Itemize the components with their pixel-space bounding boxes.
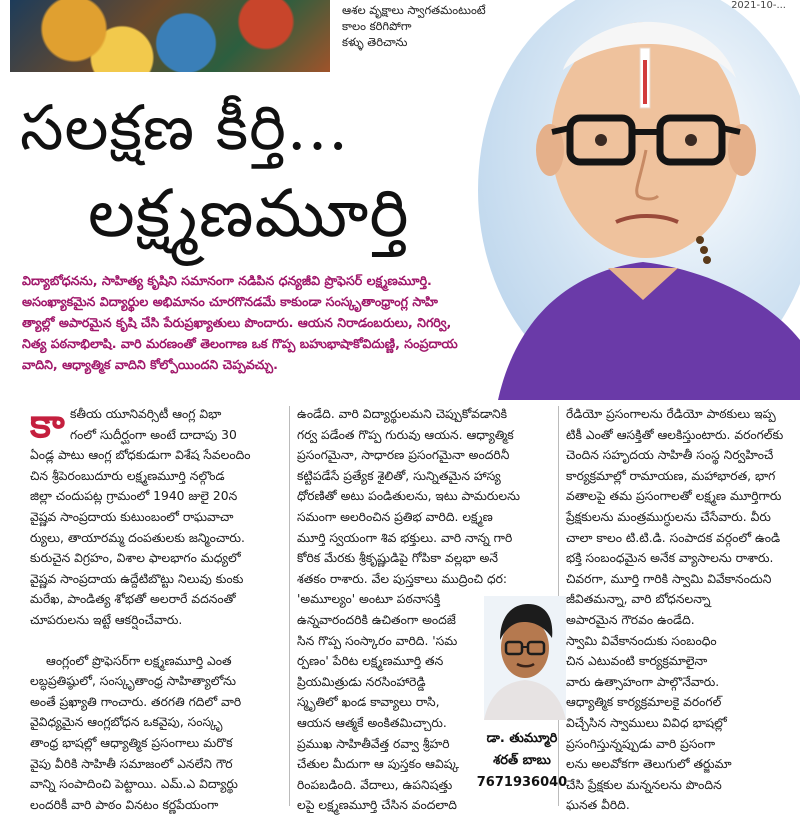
text-line: ఆయన ఆత్మకే అంకితమిచ్చారు. [297, 715, 447, 730]
article-column-3 [566, 404, 796, 816]
text-line: చెందిన సహృదయ సాహితీ సంస్థ నిర్వహించే [566, 448, 774, 463]
text-line: వైవిధ్యమైన ఆంగ్లబోధన ఒకవైపు, సంస్కృ [30, 715, 223, 730]
text-line: సమంగా అలరించిన ప్రతిభ వారిది. లక్ష్మణ [297, 509, 493, 524]
poem-line: కాలం కరిగిపోగా [342, 19, 412, 33]
intro-line: నిత్య పఠనాభిలాషి. వారి మరణంతో తెలంగాణ ఒక గొప్ప బహుభాషాకోవిదుణ్ణి, సంప్రదాయ [22, 336, 458, 351]
text-line: లను అలవోకగా తెలుగులో తర్జుమా [566, 757, 732, 772]
text-line: స్వామి వివేకానందుకు సంబంధిం [566, 633, 717, 648]
poem-line: ఆశల వృక్షాలు స్వాగతమంటుంటే [342, 3, 486, 17]
article-column-1 [30, 400, 280, 815]
text-line: లబ్ధప్రతిష్ఠులో, సంస్కృతాంధ్ర సాహిత్యాలోను [30, 674, 236, 689]
text-line: కోరిక మేరకు శ్రీకృష్ణుడిపై గోపికా వల్లభా అనే [297, 551, 498, 566]
intro-line: విద్యాబోధనను, సాహిత్య కృషిని సమానంగా నడిపిన ధన్యజీవి ప్రొఫెసర్ లక్ష్మణమూర్తి. [22, 273, 432, 288]
text-line: కురుచైన విగ్రహం, విశాల ఫాలభాగం మధ్యలో [30, 551, 241, 566]
text-line: భక్తి సంబంధమైన అనేక వ్యాసాలను రాశారు. [566, 551, 774, 566]
text-line: ఉన్నవారందరికి ఉచితంగా అందజే [297, 612, 456, 627]
text-line: ఆధ్యాత్మిక కార్యక్రమాలకై వరంగల్ [566, 695, 722, 710]
intro-paragraph [22, 270, 522, 375]
text-line: మూర్తి స్వయంగా శివ భక్తులు. వారి నాన్న గారి [297, 530, 513, 545]
author-photo [484, 596, 566, 720]
text-line: విచ్చేసిన స్వాములు వివిధ భాషల్లో [566, 715, 727, 730]
dropcap-letter: కా [30, 400, 65, 447]
top-artwork-image [10, 0, 330, 72]
text-line: జిల్లా చందుపట్ల గ్రామంలో 1940 జులై 20న [30, 489, 238, 504]
intro-line: అసంఖ్యాకమైన విద్యార్థుల అభిమానం చూరగొనడమే కాకుండా సంస్కృతాంధ్రాంగ్ల సాహి [22, 294, 438, 309]
text-line: రేడియో ప్రసంగాలను రేడియో పాఠకులు ఇప్ప [566, 407, 776, 421]
text-line: చివరగా, మూర్తి గారికి స్వామి వివేకానందుని [566, 571, 772, 586]
headline-line-2: లక్ష్మణమూర్తి [88, 175, 410, 252]
author-phone: 7671936040 [476, 775, 568, 790]
text-line: ప్రేక్షకులను మంత్రముగ్ధులను చేసేవారు. వీరు [566, 509, 771, 524]
text-line: 'అమూల్యం' అంటూ పఠనాసక్తి [297, 592, 441, 607]
author-name-line-1: డా. తుమ్మూరి [486, 731, 558, 746]
text-line: శతకం రాశారు. వేల పుస్తకాలు ముద్రించి ధర: [297, 571, 508, 586]
text-line: చేసి ప్రేక్షకుల మన్ననలను పొందిన [566, 777, 722, 792]
text-line: కతీయ యూనివర్సిటీ ఆంగ్ల విభా [70, 407, 222, 421]
text-line: గంలో సుదీర్ఘంగా అంటే దాదాపు 30 [70, 427, 237, 442]
text-line: లందరికీ వారి పాఠం వినటం కర్ణపేయంగా [30, 797, 219, 812]
text-line: టికీ ఎంతో ఆసక్తితో ఆలకిస్తుంటారు. వరంగల్‌కు [566, 427, 784, 442]
text-line: కట్టిపడేసే ప్రత్యేక శైలితో, సున్నితమైన హాస్య [297, 468, 501, 483]
author-byline [470, 728, 574, 794]
text-line: కార్యక్రమాల్లో రామాయణ, మహాభారత, భాగ [566, 468, 776, 483]
corner-date: 2021-10-... [731, 0, 786, 11]
text-line: ఏండ్ల పాటు ఆంగ్ల బోధకుడుగా విశేష సేవలందిం [30, 448, 251, 463]
text-line: వారు ఉత్సాహంగా పాల్గొనేవారు. [566, 674, 720, 689]
text-line: లపై లక్ష్మణమూర్తి చేసిన వందలాది [297, 798, 457, 813]
author-name-line-2: శరత్ బాబు [493, 753, 551, 768]
poem-line: కళ్ళు తెరిచాను [342, 35, 408, 49]
text-line: వైష్ణవ సాంప్రదాయ కుటుంబంలో రాఘవాచా [30, 509, 234, 524]
text-line: జీవితమన్నా, వారి బోధనలన్నా [566, 592, 711, 607]
text-line: ఘనత వీరిది. [566, 798, 630, 813]
text-line: చూపరులను ఇట్టే ఆకర్షించేవారు. [30, 612, 183, 627]
text-line: ఉండేది. వారి విద్యార్థులమని చెప్పుకోవడానికి [297, 407, 508, 421]
text-line: ప్రియమిత్రుడు నరసింహారెడ్డి [297, 674, 426, 689]
text-line: ప్రసంగమైనా, సాధారణ ప్రసంగమైనా అందరినీ [297, 448, 510, 463]
text-line: స్మృతిలో ఖండ కావ్యాలు రాసి, [297, 695, 440, 710]
text-line: చిన ఎటువంటి కార్యక్రమాలైనా [566, 654, 708, 669]
text-line: అపారమైన గౌరవం ఉండేది. [566, 612, 695, 627]
text-line: ర్యులు, తాయారమ్మ దంపతులకు జన్మించారు. [30, 530, 245, 545]
intro-line: వాదిని, ఆధ్యాత్మిక వాదిని కోల్పోయిందని చెప్పవచ్చు. [22, 357, 278, 372]
text-line: తాంధ్ర భాషల్లో ఆధ్యాత్మిక ప్రసంగాలు మరొక [30, 735, 233, 750]
text-line: వతాలపై తమ ప్రసంగాలతో లక్ష్మణ మూర్తిగారు [566, 489, 782, 504]
text-line: ప్రముఖ సాహితీవేత్త రవ్వా శ్రీహరి [297, 736, 450, 751]
text-line: ప్రసంగిస్తున్నప్పుడు వారి ప్రసంగా [566, 736, 716, 751]
text-line: సిన గొప్ప సంస్కారం వారిది. 'సమ [297, 633, 458, 648]
text-line: వైపు వీరికి సాహితీ సమాజంలో ఎనలేని గౌర [30, 756, 233, 771]
text-line: అంతే ప్రఖ్యాతి గాంచారు. తరగతి గదిలో వారి [30, 694, 242, 709]
intro-line: త్యాల్లో అపారమైన కృషి చేసి పేరుప్రఖ్యాతులు పొందారు. ఆయన నిరాడంబరులు, నిగర్వి, [22, 315, 452, 330]
text-line: చిన శ్రీపెరంబుదూరు లక్ష్మణమూర్తి నల్గొండ [30, 468, 225, 483]
text-line: ర్పణం' పేరిట లక్ష్మణమూర్తి తన [297, 654, 444, 669]
text-line: ధోరణితో అటు పండితులను, ఇటు పామరులను [297, 489, 520, 504]
text-line: మరేఖ, పాండిత్య శోభతో అలరారే వదనంతో [30, 592, 236, 607]
text-line: రింపబడింది. వేదాలు, ఉపనిషత్తు [297, 777, 453, 792]
headline-line-1: సలక్షణ కీర్తి... [20, 91, 350, 164]
text-line: వాన్ని సంపాదించి పెట్టాయి. ఎమ్.ఎ విద్యార్థు [30, 777, 238, 792]
column-divider [289, 406, 290, 806]
text-line: ఆంగ్లంలో ప్రొఫెసర్‌గా లక్ష్మణమూర్తి ఎంత [46, 653, 232, 668]
text-line: చాలా కాలం టి.టి.డి. సంపాదక వర్గంలో ఉండి [566, 530, 781, 545]
text-line: చేతుల మీదుగా ఆ పుస్తకం ఆవిష్క [297, 757, 460, 772]
text-line: గర్వ పడేంత గొప్ప గురువు ఆయన. ఆధ్యాత్మిక [297, 427, 514, 442]
text-line: వైష్ణవ సాంప్రదాయ ఉద్దేటిబొట్టు నిలువు కుంకు [30, 571, 244, 586]
